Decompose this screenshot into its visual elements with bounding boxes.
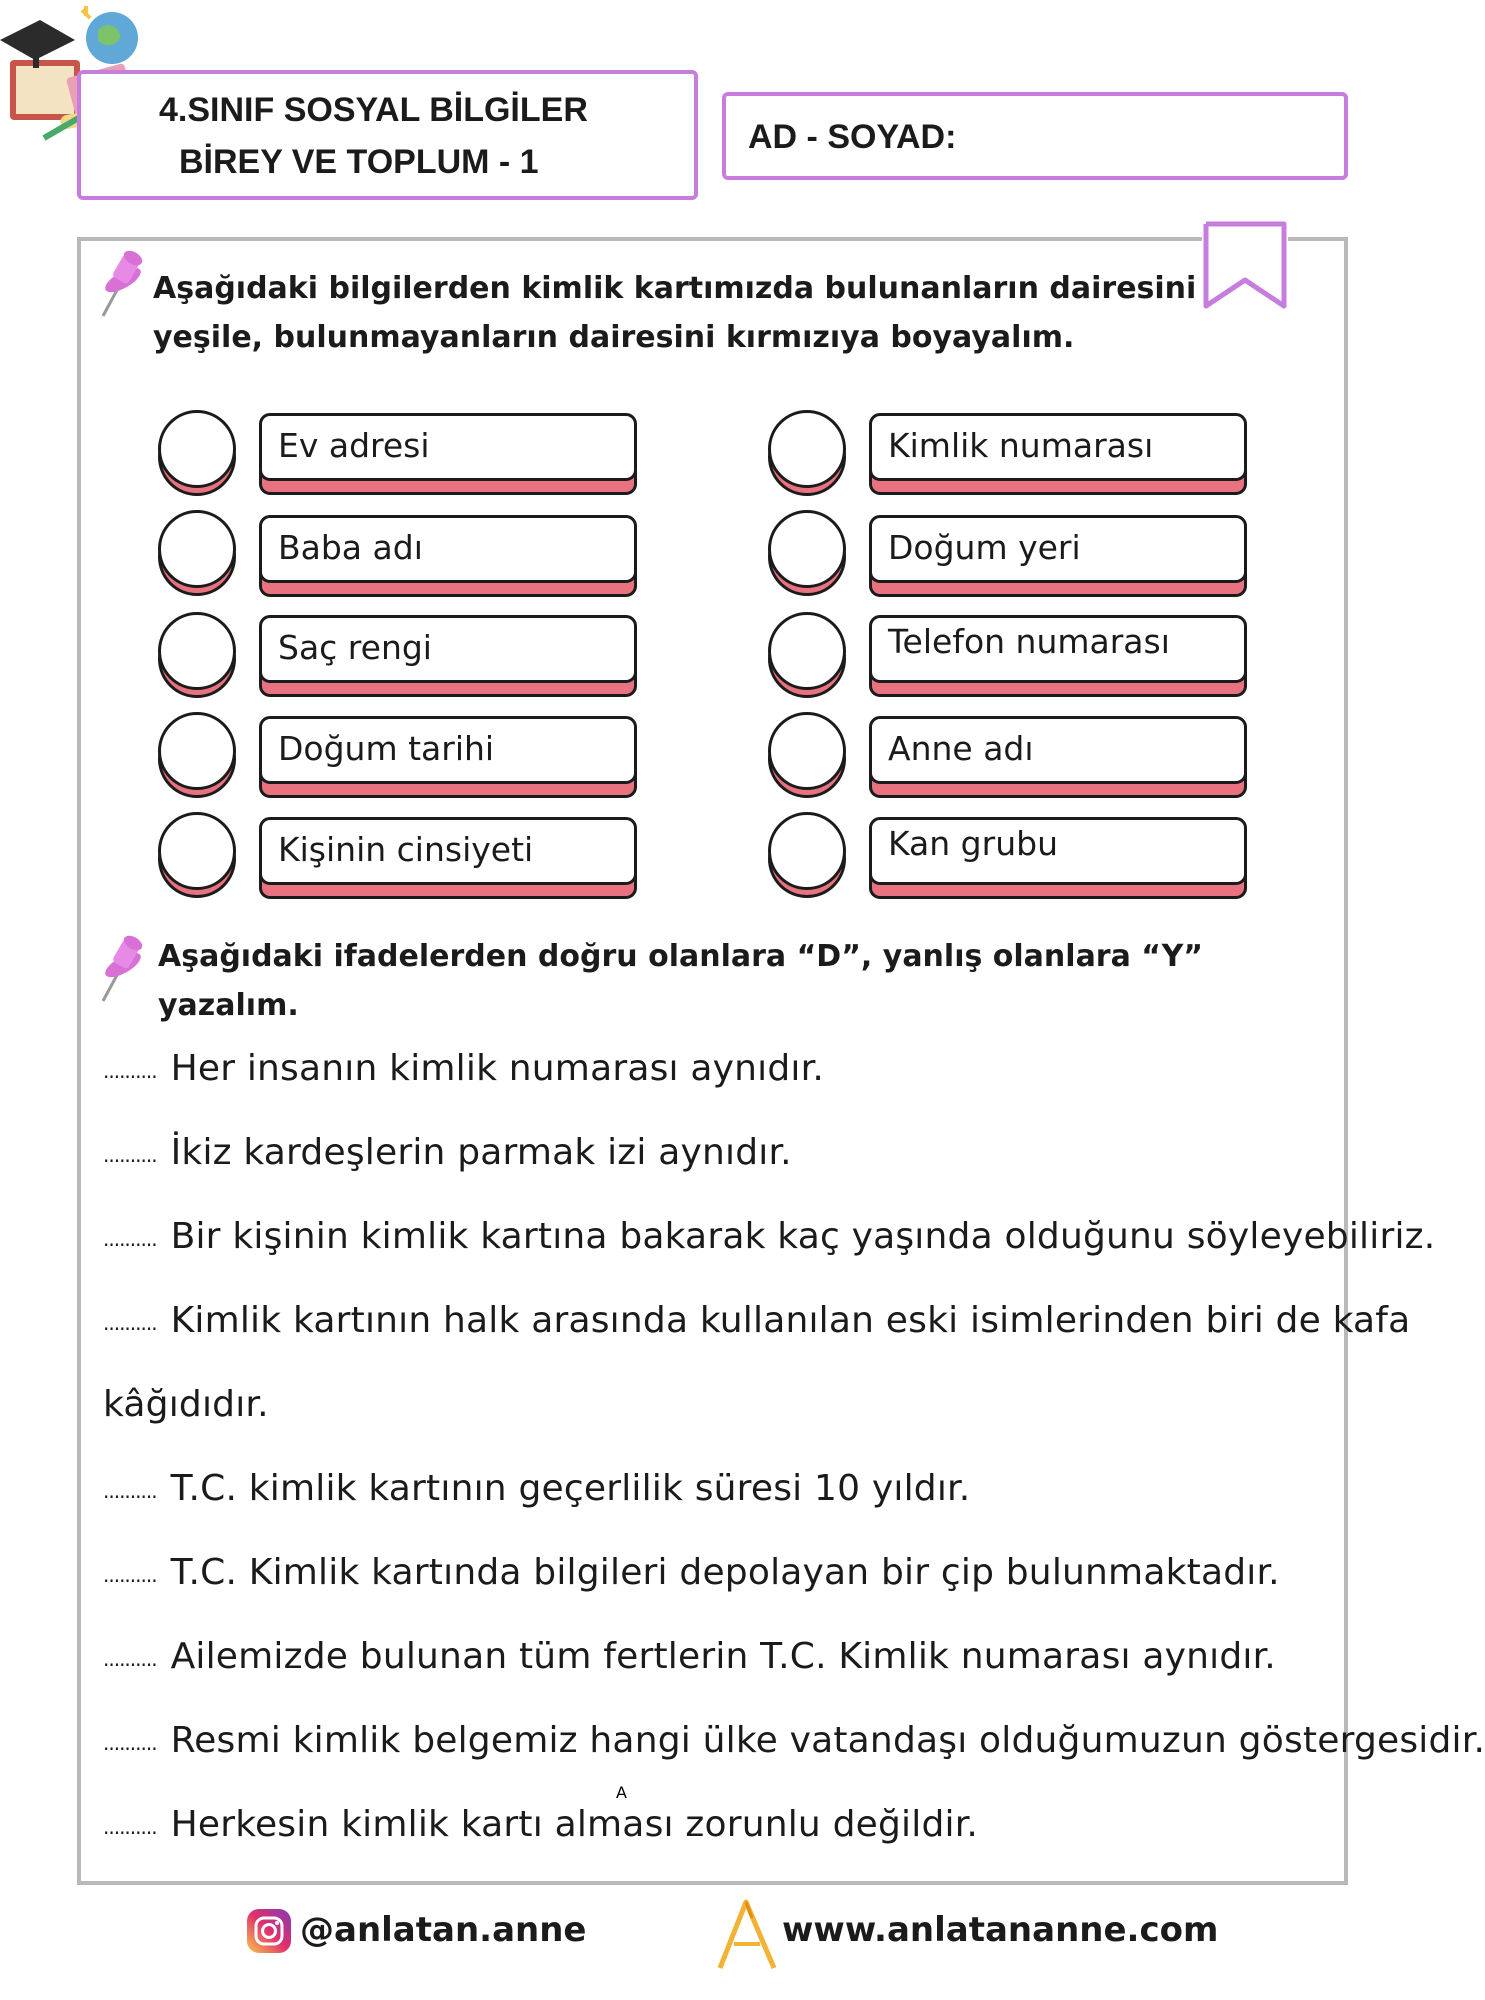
statement-text: Her insanın kimlik numarası aynıdır.: [170, 1048, 824, 1089]
pushpin-icon: [93, 935, 145, 1007]
answer-blank[interactable]: ..........: [103, 1731, 157, 1755]
statement-row: [103, 1468, 970, 1509]
statement-text: T.C. Kimlik kartında bilgileri depolayan bir çip bulunmaktadır.: [170, 1552, 1280, 1593]
answer-blank[interactable]: ..........: [103, 1563, 157, 1587]
answer-blank[interactable]: ..........: [103, 1143, 157, 1167]
option-label: Kişinin cinsiyeti: [278, 830, 534, 869]
option-label: Ev adresi: [278, 426, 430, 465]
answer-blank[interactable]: ..........: [103, 1815, 157, 1839]
color-circle-anne-adi[interactable]: [768, 712, 844, 796]
option-baba-adi: [259, 515, 637, 597]
logo-letter: A: [616, 1783, 627, 1802]
color-circle-sac-rengi[interactable]: [158, 612, 234, 696]
option-label: Doğum tarihi: [278, 729, 495, 768]
statement-text: İkiz kardeşlerin parmak izi aynıdır.: [170, 1132, 792, 1173]
instagram-icon: [246, 1908, 292, 1954]
option-label: Kimlik numarası: [888, 426, 1154, 465]
name-field-label: AD - SOYAD:: [748, 118, 957, 156]
option-kimlik-numarasi: [869, 413, 1247, 495]
statement-row: [103, 1300, 1410, 1341]
anlatananne-logo: [616, 1783, 778, 1970]
option-label: Kan grubu: [888, 824, 1058, 863]
statement-text: Kimlik kartının halk arasında kullanılan eski isimlerinden biri de kafa: [170, 1300, 1411, 1341]
pushpin-icon: [93, 250, 145, 322]
option-label: Telefon numarası: [888, 622, 1170, 661]
section2-instruction-line1: Aşağıdaki ifadelerden doğru olanlara “D”, yanlış olanlara “Y”: [158, 939, 1204, 974]
color-circle-kan-grubu[interactable]: [768, 812, 844, 896]
color-circle-ev-adresi[interactable]: [158, 410, 234, 494]
section1-instruction-line2: yeşile, bulunmayanların dairesini kırmızıya boyayalım.: [153, 320, 1075, 355]
instagram-handle[interactable]: @anlatan.anne: [300, 1910, 587, 1950]
option-kisinin-cinsiyeti: [259, 817, 637, 899]
statement-row: [103, 1804, 978, 1845]
option-label: Anne adı: [888, 729, 1034, 768]
answer-blank[interactable]: ..........: [103, 1479, 157, 1503]
statement-continuation: kâğıdıdır.: [103, 1384, 269, 1425]
statement-row: [103, 1132, 792, 1173]
worksheet-title: 4.SINIF SOSYAL BİLGİLER: [159, 91, 588, 129]
statement-row: [103, 1048, 824, 1089]
option-dogum-yeri: [869, 515, 1247, 597]
statement-text: Herkesin kimlik kartı alması zorunlu değildir.: [170, 1804, 979, 1845]
color-circle-kisinin-cinsiyeti[interactable]: [158, 812, 234, 896]
bookmark-icon: [1202, 220, 1288, 312]
name-field-box[interactable]: [722, 92, 1348, 180]
color-circle-telefon-numarasi[interactable]: [768, 612, 844, 696]
option-sac-rengi: [259, 615, 637, 697]
option-dogum-tarihi: [259, 716, 637, 798]
statement-row: [103, 1720, 1485, 1761]
statement-row: [103, 1636, 1276, 1677]
option-label: Baba adı: [278, 528, 423, 567]
statement-row: [103, 1552, 1280, 1593]
option-telefon-numarasi: [869, 615, 1247, 697]
website-link[interactable]: www.anlatananne.com: [782, 1910, 1219, 1950]
statement-text: Ailemizde bulunan tüm fertlerin T.C. Kimlik numarası aynıdır.: [170, 1636, 1276, 1677]
answer-blank[interactable]: ..........: [103, 1227, 157, 1251]
option-anne-adi: [869, 716, 1247, 798]
option-kan-grubu: [869, 817, 1247, 899]
answer-blank[interactable]: ..........: [103, 1647, 157, 1671]
color-circle-dogum-tarihi[interactable]: [158, 712, 234, 796]
section2-instruction-line2: yazalım.: [158, 988, 299, 1023]
color-circle-dogum-yeri[interactable]: [768, 510, 844, 594]
answer-blank[interactable]: ..........: [103, 1311, 157, 1335]
answer-blank[interactable]: ..........: [103, 1059, 157, 1083]
color-circle-baba-adi[interactable]: [158, 510, 234, 594]
option-label: Doğum yeri: [888, 528, 1081, 567]
worksheet-title-box: [77, 70, 698, 200]
statement-text: Bir kişinin kimlik kartına bakarak kaç yaşında olduğunu söyleyebiliriz.: [170, 1216, 1436, 1257]
worksheet-subtitle: BİREY VE TOPLUM - 1: [179, 143, 539, 181]
statement-row: [103, 1216, 1435, 1257]
color-circle-kimlik-numarasi[interactable]: [768, 410, 844, 494]
option-ev-adresi: [259, 413, 637, 495]
option-label: Saç rengi: [278, 628, 432, 667]
statement-text: T.C. kimlik kartının geçerlilik süresi 10 yıldır.: [170, 1468, 971, 1509]
section1-instruction-line1: Aşağıdaki bilgilerden kimlik kartımızda bulunanların dairesini: [153, 271, 1197, 306]
statement-text: Resmi kimlik belgemiz hangi ülke vatandaşı olduğumuzun göstergesidir.: [170, 1720, 1485, 1761]
